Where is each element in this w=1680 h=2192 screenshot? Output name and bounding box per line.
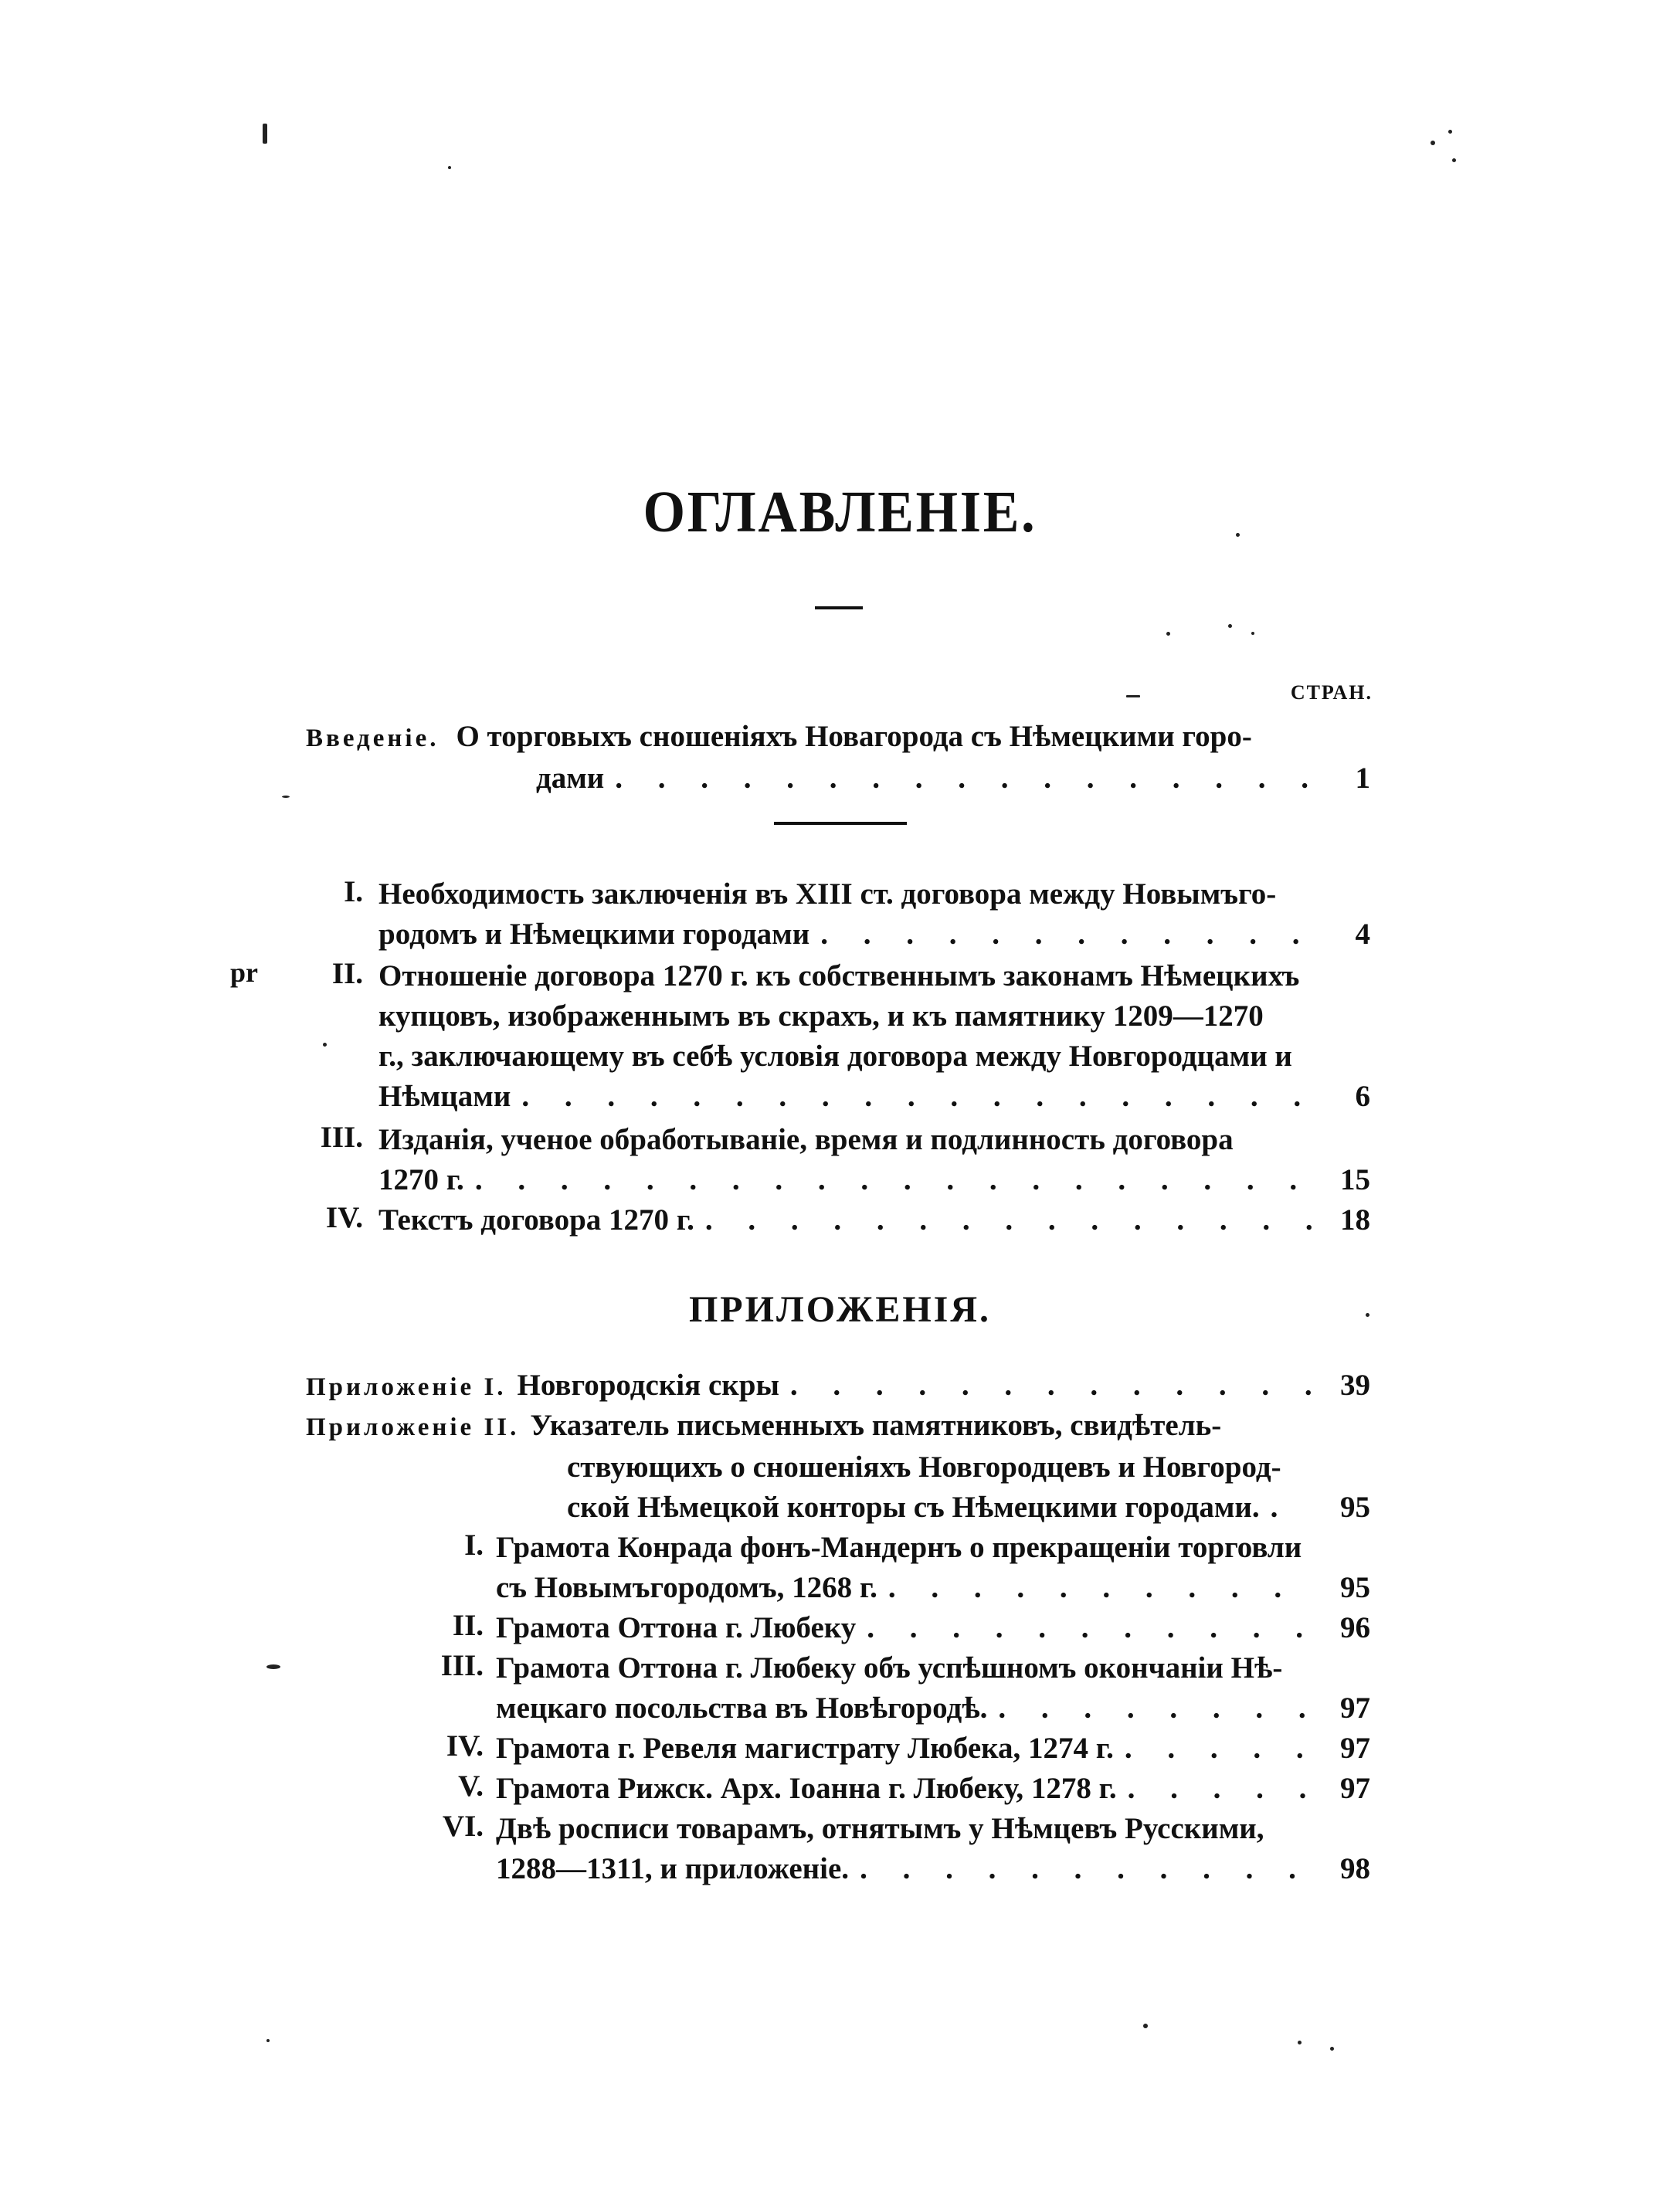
scan-speck	[1166, 632, 1170, 636]
title-rule	[815, 606, 863, 609]
entry-line	[496, 1769, 1370, 1809]
leader-dots	[888, 1568, 1313, 1608]
intro-entry	[306, 717, 1370, 799]
entry-line	[378, 956, 1370, 996]
document-entry	[496, 1528, 1370, 1608]
page-number: 96	[1340, 1611, 1370, 1644]
entry-line	[496, 1809, 1370, 1849]
scan-speck	[1448, 130, 1452, 134]
intro-line	[306, 758, 1370, 799]
chapter-entry	[378, 874, 1370, 955]
intro-line	[306, 717, 1370, 758]
entry-text: Текстъ договора 1270 г.	[378, 1203, 694, 1237]
leader-dots	[1271, 1488, 1313, 1528]
entry-line	[496, 1849, 1370, 1889]
entry-text: 1270 г.	[378, 1163, 464, 1196]
scan-speck	[323, 1043, 327, 1047]
entry-text: Грамота Оттона г. Любеку объ успѣшномъ окончаніи Нѣ-	[496, 1651, 1283, 1685]
entry-text: Отношеніе договора 1270 г. къ собственнымъ законамъ Нѣмецкихъ	[378, 959, 1300, 993]
leader-dots	[867, 1608, 1313, 1648]
leader-dots	[998, 1688, 1313, 1729]
scan-speck	[266, 2039, 270, 2042]
leader-dots	[521, 1077, 1313, 1117]
page-number: 95	[1340, 1571, 1370, 1604]
leader-dots	[790, 1366, 1313, 1406]
entry-text: г., заключающему въ себѣ условія договора между Новгородцами и	[378, 1040, 1292, 1073]
page-number: 97	[1340, 1732, 1370, 1765]
entry-text: Нѣмцами	[378, 1080, 511, 1113]
document-entry	[496, 1809, 1370, 1889]
scan-speck	[1298, 2041, 1302, 2044]
intro-text: дами	[536, 762, 605, 795]
chapter-entry	[378, 1120, 1370, 1200]
document-numeral: I.	[464, 1529, 484, 1562]
document-numeral: VI.	[442, 1810, 484, 1843]
scan-speck	[1126, 695, 1140, 697]
entry-text: Изданія, ученое обработываніе, время и подлинность договора	[378, 1123, 1234, 1156]
scan-speck	[1330, 2047, 1334, 2051]
entry-line	[306, 1488, 1370, 1528]
scan-speck	[266, 1664, 280, 1669]
entry-line	[496, 1568, 1370, 1608]
scan-speck	[1431, 141, 1435, 145]
entry-text: ской Нѣмецкой конторы съ Нѣмецкими городами.	[567, 1491, 1260, 1524]
entry-text: Грамота Оттона г. Любеку	[496, 1611, 857, 1644]
page-number: 97	[1340, 1692, 1370, 1725]
entry-line	[496, 1729, 1370, 1769]
entry-text: съ Новымъгородомъ, 1268 г.	[496, 1571, 877, 1604]
entry-line	[496, 1688, 1370, 1729]
document-entry	[496, 1608, 1370, 1648]
page-number: 1	[1355, 762, 1370, 795]
document-numeral: III.	[440, 1649, 484, 1682]
entry-line	[378, 1200, 1370, 1240]
entry-text: Указатель письменныхъ памятниковъ, свидѣтель-	[530, 1409, 1222, 1442]
page-number: 15	[1340, 1163, 1370, 1196]
page-number: 18	[1340, 1203, 1370, 1237]
scan-speck	[1251, 632, 1254, 635]
leader-dots	[820, 914, 1313, 955]
appendix-title: ПРИЛОЖЕНІЯ.	[688, 1289, 992, 1330]
entry-line	[378, 1120, 1370, 1160]
scan-speck	[263, 124, 267, 144]
entry-line	[378, 914, 1370, 955]
entry-line	[306, 1366, 1370, 1407]
entry-line	[378, 1160, 1370, 1200]
margin-note: pr	[230, 957, 258, 988]
entry-line	[496, 1608, 1370, 1648]
entry-line	[378, 996, 1370, 1037]
page-number: 95	[1340, 1491, 1370, 1524]
scan-speck	[448, 166, 451, 169]
document-entry	[496, 1769, 1370, 1809]
entry-text: Двѣ росписи товарамъ, отнятымъ у Нѣмцевъ Русскими,	[496, 1812, 1264, 1845]
chapter-numeral: III.	[320, 1121, 363, 1154]
entry-line	[378, 1077, 1370, 1117]
appendix-entry	[306, 1406, 1370, 1528]
scan-speck	[282, 796, 290, 798]
page-number: 4	[1355, 918, 1370, 951]
intro-text: О торговыхъ сношеніяхъ Новагорода съ Нѣмецкими горо-	[456, 720, 1252, 753]
scan-speck	[1143, 2024, 1148, 2028]
entry-text: купцовъ, изображеннымъ въ скрахъ, и къ памятнику 1209—1270	[378, 999, 1264, 1033]
page-column-heading: СТРАН.	[1290, 681, 1373, 704]
entry-line	[306, 1406, 1370, 1447]
appendix-label: Приложеніе I.	[306, 1373, 507, 1401]
chapter-numeral: II.	[331, 957, 363, 990]
entry-text: Грамота Конрада фонъ-Мандернъ о прекращеніи торговли	[496, 1531, 1302, 1564]
document-entry	[496, 1648, 1370, 1729]
chapter-numeral: IV.	[325, 1201, 363, 1234]
leader-dots	[475, 1160, 1313, 1200]
intro-label: Введеніе.	[306, 724, 440, 752]
page-number: 6	[1355, 1080, 1370, 1113]
leader-dots	[1128, 1769, 1313, 1809]
scan-speck	[1452, 158, 1456, 162]
entry-text: Новгородскія скры	[517, 1369, 779, 1402]
page-number: 98	[1340, 1852, 1370, 1885]
document-numeral: IV.	[446, 1729, 484, 1763]
leader-dots	[1125, 1729, 1313, 1769]
chapter-entry	[378, 956, 1370, 1117]
section-rule	[774, 822, 907, 825]
page-title: ОГЛАВЛЕНІЕ.	[643, 480, 1037, 545]
leader-dots	[615, 758, 1313, 799]
scan-speck	[1228, 624, 1232, 628]
leader-dots	[860, 1849, 1313, 1889]
page-number: 97	[1340, 1772, 1370, 1805]
entry-line	[496, 1648, 1370, 1688]
chapter-numeral: I.	[344, 875, 363, 908]
document-entry	[496, 1729, 1370, 1769]
entry-text: ствующихъ о сношеніяхъ Новгородцевъ и Новгород-	[567, 1451, 1281, 1484]
entry-text: Грамота г. Ревеля магистрату Любека, 1274 г.	[496, 1732, 1114, 1765]
entry-line	[306, 1447, 1370, 1488]
entry-text: родомъ и Нѣмецкими городами	[378, 918, 810, 951]
entry-line	[378, 1037, 1370, 1077]
entry-text: Необходимость заключенія въ XIII ст. договора между Новымъго-	[378, 877, 1277, 911]
appendix-label: Приложеніе II.	[306, 1413, 520, 1441]
entry-line	[496, 1528, 1370, 1568]
document-numeral: V.	[458, 1770, 484, 1803]
page-number: 39	[1340, 1369, 1370, 1402]
appendix-entry	[306, 1366, 1370, 1407]
entry-line	[378, 874, 1370, 914]
entry-text: 1288—1311, и приложеніе.	[496, 1852, 850, 1885]
entry-text: мецкаго посольства въ Новѣгородѣ.	[496, 1692, 988, 1725]
chapter-entry	[378, 1200, 1370, 1240]
entry-text: Грамота Рижск. Арх. Іоанна г. Любеку, 1278 г.	[496, 1772, 1117, 1805]
document-numeral: II.	[452, 1609, 484, 1642]
leader-dots	[705, 1200, 1313, 1240]
